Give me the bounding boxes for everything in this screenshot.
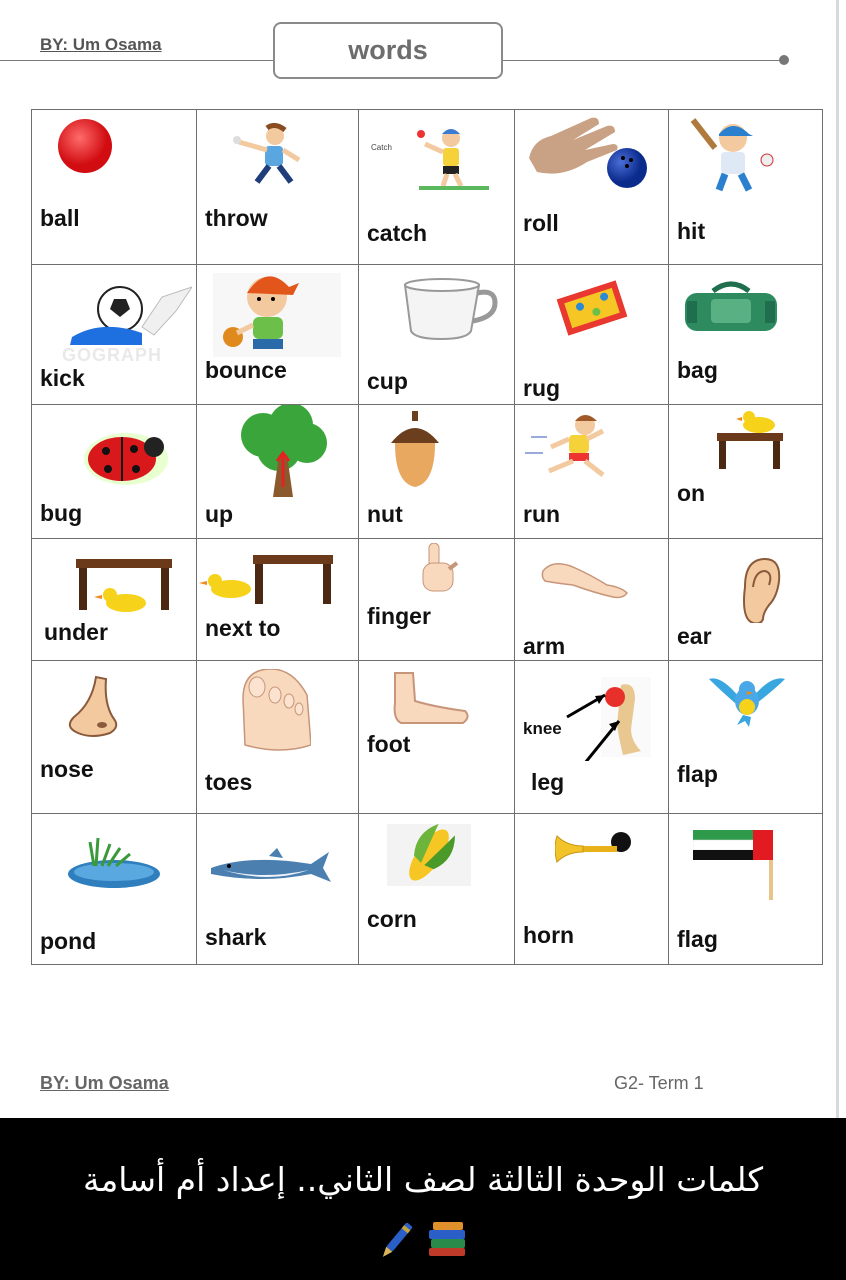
word-run: run [523,501,561,527]
word-ear: ear [677,623,712,649]
pond-image [66,836,162,890]
cell-flag [669,814,823,965]
word-under: under [44,619,108,645]
knee-label: knee [523,719,562,738]
word-bag: bag [677,357,718,383]
cell-next-to [197,539,359,661]
word-rug: rug [523,375,561,401]
cell-corn [359,814,515,965]
word-bounce: bounce [205,357,287,383]
arm-image [539,557,631,601]
word-flap: flap [677,761,718,787]
cell-bug [32,405,197,539]
word-next-to: next to [205,615,281,641]
flag-image [693,830,779,902]
leg-image [565,677,665,761]
cell-horn [515,814,669,965]
cell-shark [197,814,359,965]
cell-foot [359,661,515,814]
word-hit: hit [677,218,706,244]
next-to-image [197,553,337,607]
word-bug: bug [40,500,83,526]
word-corn: corn [367,906,417,932]
cell-on [669,405,823,539]
cell-kick [32,265,197,405]
word-kick: kick [40,365,85,391]
word-pond: pond [40,928,97,954]
up-image [233,405,331,499]
word-finger: finger [367,603,431,629]
word-shark: shark [205,924,267,950]
cell-leg [515,661,669,814]
on-image [717,409,787,471]
word-cup: cup [367,368,408,394]
catch-image-label: Catch [371,143,392,152]
cell-rug [515,265,669,405]
author-top: BY: Um Osama [40,35,162,54]
cell-bounce [197,265,359,405]
word-toes: toes [205,769,253,795]
word-horn: horn [523,922,575,948]
bounce-image [213,273,341,357]
grade-term: G2- Term 1 [614,1073,704,1093]
word-on: on [677,480,706,506]
cell-bag [669,265,823,405]
ear-image [737,557,781,623]
horn-image [555,830,633,874]
run-image [521,413,621,479]
nose-image [66,675,120,739]
word-flag: flag [677,926,718,952]
cell-finger [359,539,515,661]
word-roll: roll [523,210,559,236]
cell-catch [359,110,515,265]
books-icon [425,1218,469,1262]
word-up: up [205,501,234,527]
author-footer: BY: Um Osama [40,1073,169,1093]
cell-up [197,405,359,539]
word-throw: throw [205,205,268,231]
word-leg: leg [531,769,565,795]
pen-icon [375,1218,419,1262]
word-catch: catch [367,220,428,246]
header-dot [779,55,789,65]
cell-nut [359,405,515,539]
cell-flap [669,661,823,814]
cell-pond [32,814,197,965]
word-arm: arm [523,633,566,659]
roll-image [523,114,655,188]
hit-image [687,116,779,194]
rug-image [551,277,633,339]
kick-image [68,273,192,349]
shark-image [209,848,337,890]
under-image [76,557,174,615]
throw-image [227,122,307,194]
cell-nose [32,661,197,814]
cell-throw [197,110,359,265]
word-foot: foot [367,731,411,757]
corn-image [387,824,471,886]
watermark-text: GOGRAPH [62,345,163,365]
nut-image [385,411,445,489]
words-table [31,109,823,965]
bag-image [681,279,781,333]
word-nose: nose [40,756,94,782]
bug-image [78,425,174,487]
cell-roll [515,110,669,265]
cell-cup [359,265,515,405]
cup-image [401,275,501,341]
cell-run [515,405,669,539]
foot-image [389,671,471,725]
page-title: words [273,22,503,79]
cell-hit [669,110,823,265]
cell-toes [197,661,359,814]
word-nut: nut [367,501,403,527]
catch-image [409,124,499,190]
cell-under [32,539,197,661]
ball-image [57,118,113,174]
finger-image [419,543,459,595]
caption-text: كلمات الوحدة الثالثة لصف الثاني.. إعداد أم أسامة [82,1160,764,1199]
toes-image [237,669,311,753]
cell-arm [515,539,669,661]
cell-ear [669,539,823,661]
cell-ball [32,110,197,265]
caption-emojis [375,1218,469,1262]
flap-image [709,669,785,729]
word-ball: ball [40,205,80,231]
